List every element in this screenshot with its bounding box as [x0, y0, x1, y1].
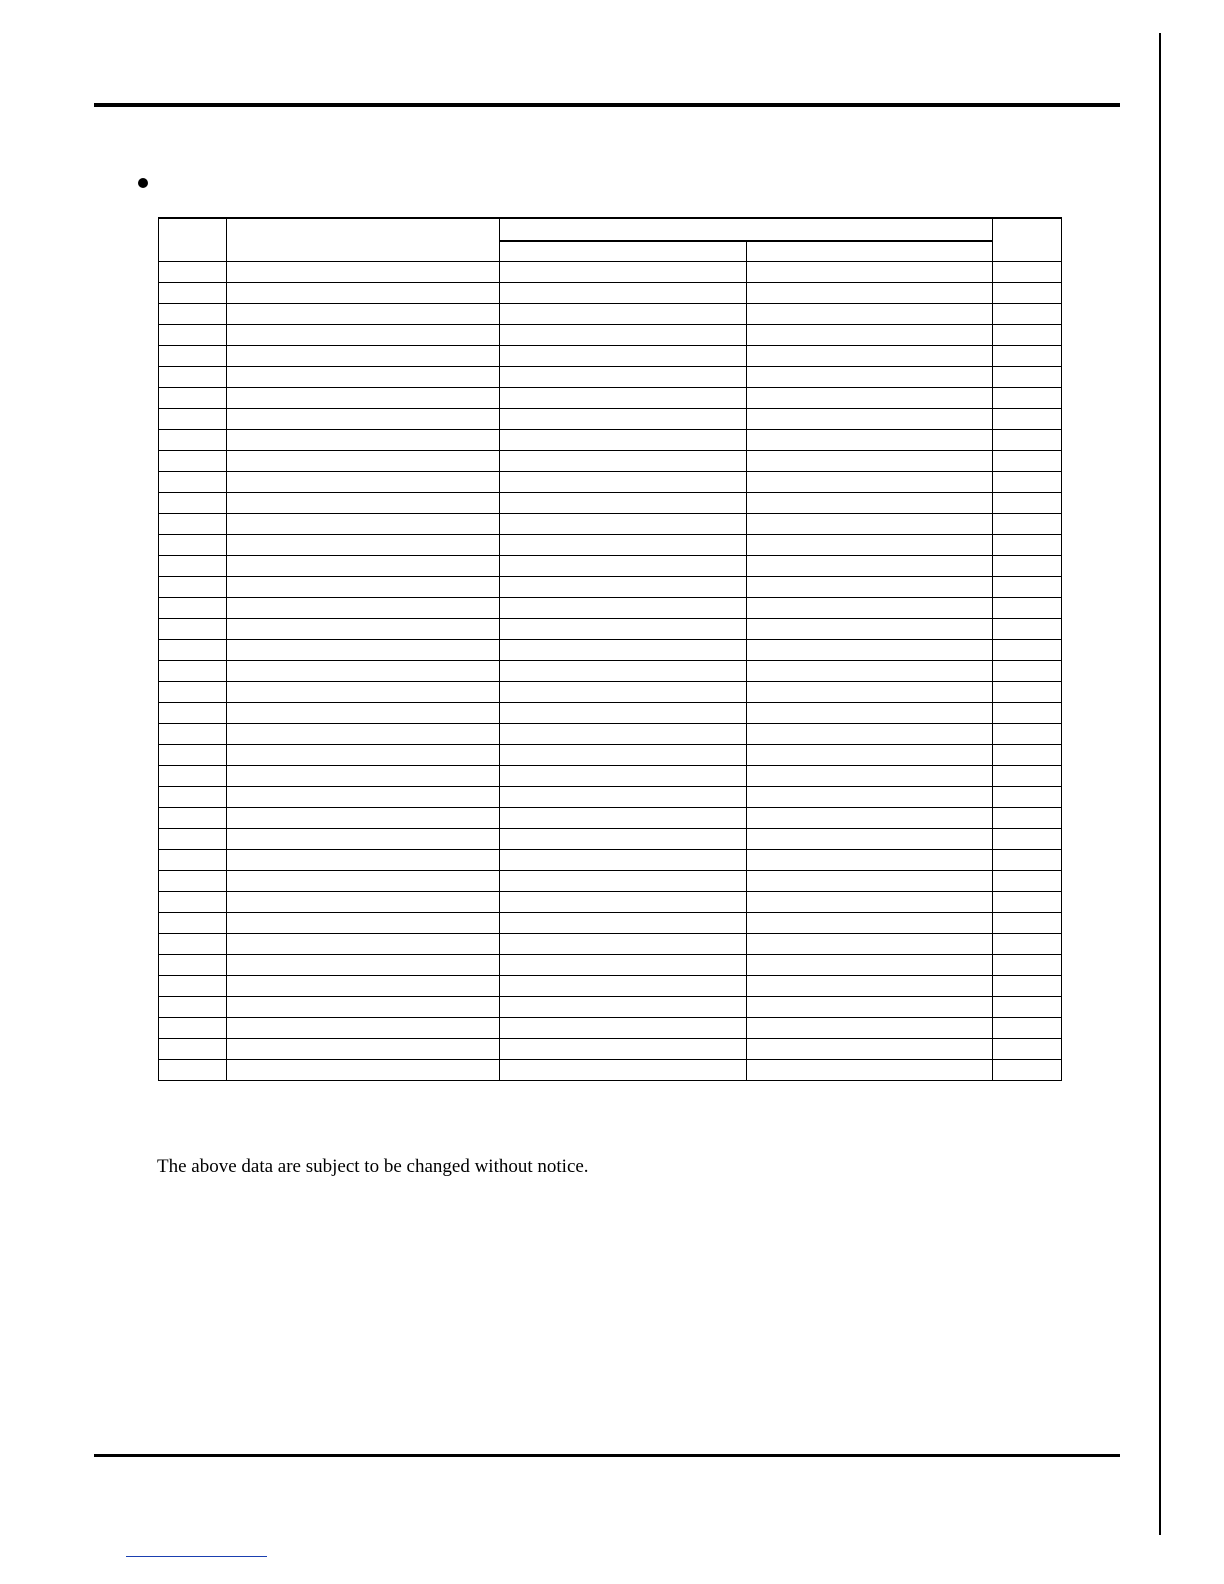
table-cell-unit: [993, 913, 1062, 934]
table-cell-unit: [993, 619, 1062, 640]
table-cell-no: [159, 871, 227, 892]
table-cell-vA: [500, 535, 747, 556]
table-cell-no: [159, 976, 227, 997]
table-cell-vA: [500, 304, 747, 325]
table-row: [159, 640, 1062, 661]
table-row: [159, 934, 1062, 955]
table-row: [159, 661, 1062, 682]
table-cell-vA: [500, 997, 747, 1018]
table-row: [159, 1018, 1062, 1039]
table-cell-vB: [746, 556, 993, 577]
table-cell-item: [227, 871, 500, 892]
table-cell-item: [227, 724, 500, 745]
table-cell-vB: [746, 829, 993, 850]
table-cell-unit: [993, 934, 1062, 955]
table-cell-unit: [993, 514, 1062, 535]
table-row: [159, 682, 1062, 703]
table-cell-no: [159, 304, 227, 325]
table-cell-vB: [746, 1039, 993, 1060]
table-cell-vB: [746, 304, 993, 325]
table-row: [159, 283, 1062, 304]
table-cell-vB: [746, 1060, 993, 1081]
table-cell-vA: [500, 871, 747, 892]
table-cell-vA: [500, 892, 747, 913]
table-cell-vB: [746, 661, 993, 682]
table-cell-vB: [746, 367, 993, 388]
table-row: [159, 451, 1062, 472]
table-cell-no: [159, 1018, 227, 1039]
table-cell-unit: [993, 388, 1062, 409]
disclaimer-note: The above data are subject to be changed without notice.: [157, 1156, 589, 1177]
table-row: [159, 367, 1062, 388]
table-cell-item: [227, 430, 500, 451]
table-cell-unit: [993, 955, 1062, 976]
table-cell-no: [159, 514, 227, 535]
table-cell-unit: [993, 745, 1062, 766]
table-cell-vB: [746, 325, 993, 346]
table-cell-item: [227, 976, 500, 997]
table-cell-vA: [500, 346, 747, 367]
table-row: [159, 325, 1062, 346]
table-row: [159, 598, 1062, 619]
table-cell-vA: [500, 934, 747, 955]
table-cell-vB: [746, 640, 993, 661]
table-cell-item: [227, 850, 500, 871]
header-item: [227, 218, 500, 262]
right-margin-line: [1159, 33, 1161, 1535]
table-cell-item: [227, 535, 500, 556]
table-row: [159, 766, 1062, 787]
table-cell-no: [159, 766, 227, 787]
footer-link-underline[interactable]: [126, 1556, 267, 1557]
header-value-group: [500, 218, 993, 241]
table-row: [159, 997, 1062, 1018]
table-cell-vB: [746, 808, 993, 829]
table-cell-no: [159, 346, 227, 367]
table-cell-unit: [993, 262, 1062, 283]
table-cell-item: [227, 661, 500, 682]
table-cell-item: [227, 640, 500, 661]
table-cell-vA: [500, 1060, 747, 1081]
table-cell-unit: [993, 1039, 1062, 1060]
table-cell-no: [159, 850, 227, 871]
table-cell-vB: [746, 997, 993, 1018]
table-cell-unit: [993, 829, 1062, 850]
table-cell-item: [227, 1018, 500, 1039]
table-row: [159, 787, 1062, 808]
table-cell-unit: [993, 850, 1062, 871]
table-cell-unit: [993, 682, 1062, 703]
table-cell-unit: [993, 577, 1062, 598]
table-cell-item: [227, 766, 500, 787]
table-row: [159, 871, 1062, 892]
table-cell-vA: [500, 808, 747, 829]
table-cell-no: [159, 787, 227, 808]
table-cell-item: [227, 934, 500, 955]
table-row: [159, 892, 1062, 913]
table-cell-item: [227, 493, 500, 514]
table-cell-vB: [746, 451, 993, 472]
table-cell-no: [159, 556, 227, 577]
table-cell-vB: [746, 1018, 993, 1039]
table-row: [159, 388, 1062, 409]
table-cell-no: [159, 934, 227, 955]
table-cell-item: [227, 556, 500, 577]
table-cell-vA: [500, 745, 747, 766]
table-cell-vA: [500, 493, 747, 514]
table-cell-unit: [993, 304, 1062, 325]
table-cell-vA: [500, 619, 747, 640]
table-cell-vB: [746, 514, 993, 535]
footer-rule: [94, 1454, 1120, 1457]
table-cell-vB: [746, 724, 993, 745]
table-row: [159, 955, 1062, 976]
table-cell-item: [227, 325, 500, 346]
table-cell-item: [227, 955, 500, 976]
table-row: [159, 724, 1062, 745]
table-cell-vB: [746, 766, 993, 787]
table-cell-vB: [746, 577, 993, 598]
table-row: [159, 976, 1062, 997]
table-row: [159, 829, 1062, 850]
table-cell-item: [227, 451, 500, 472]
table-row: [159, 703, 1062, 724]
table-cell-vA: [500, 325, 747, 346]
table-cell-item: [227, 304, 500, 325]
table-cell-item: [227, 514, 500, 535]
section-bullet-icon: [138, 178, 148, 188]
table-cell-item: [227, 997, 500, 1018]
table-cell-no: [159, 430, 227, 451]
table-row: [159, 619, 1062, 640]
table-cell-no: [159, 724, 227, 745]
table-cell-unit: [993, 1060, 1062, 1081]
table-cell-unit: [993, 724, 1062, 745]
table-row: [159, 808, 1062, 829]
table-cell-vB: [746, 871, 993, 892]
table-cell-vB: [746, 682, 993, 703]
table-cell-item: [227, 892, 500, 913]
table-row: [159, 493, 1062, 514]
table-cell-vB: [746, 472, 993, 493]
table-cell-vB: [746, 703, 993, 724]
table-cell-item: [227, 598, 500, 619]
table-cell-vA: [500, 577, 747, 598]
table-cell-vA: [500, 472, 747, 493]
table-cell-no: [159, 598, 227, 619]
table-row: [159, 262, 1062, 283]
table-cell-vA: [500, 451, 747, 472]
table-cell-item: [227, 808, 500, 829]
table-cell-item: [227, 703, 500, 724]
table-row: [159, 850, 1062, 871]
table-cell-no: [159, 472, 227, 493]
header-value-a: [500, 241, 747, 262]
header-value-b: [746, 241, 993, 262]
table-cell-unit: [993, 493, 1062, 514]
table-cell-no: [159, 367, 227, 388]
table-cell-no: [159, 535, 227, 556]
table-cell-vA: [500, 766, 747, 787]
table-cell-vA: [500, 430, 747, 451]
spec-table: [158, 217, 1062, 1081]
table-body: [159, 262, 1062, 1081]
table-row: [159, 577, 1062, 598]
table-cell-vA: [500, 640, 747, 661]
table-cell-unit: [993, 640, 1062, 661]
table-cell-vA: [500, 514, 747, 535]
table-cell-no: [159, 682, 227, 703]
table-cell-vA: [500, 367, 747, 388]
table-cell-vB: [746, 850, 993, 871]
table-cell-vB: [746, 955, 993, 976]
table-row: [159, 556, 1062, 577]
table-cell-vB: [746, 346, 993, 367]
table-cell-vA: [500, 703, 747, 724]
table-cell-unit: [993, 325, 1062, 346]
table-cell-vB: [746, 934, 993, 955]
table-cell-unit: [993, 451, 1062, 472]
table-cell-vA: [500, 388, 747, 409]
table-cell-vA: [500, 724, 747, 745]
table-cell-unit: [993, 703, 1062, 724]
table-cell-item: [227, 682, 500, 703]
table-cell-vA: [500, 787, 747, 808]
table-cell-unit: [993, 766, 1062, 787]
table-cell-unit: [993, 598, 1062, 619]
table-row: [159, 1060, 1062, 1081]
table-cell-vB: [746, 787, 993, 808]
table-cell-unit: [993, 871, 1062, 892]
table-cell-unit: [993, 976, 1062, 997]
table-cell-no: [159, 409, 227, 430]
header-unit: [993, 218, 1062, 262]
table-cell-vA: [500, 955, 747, 976]
table-cell-vA: [500, 682, 747, 703]
table-cell-unit: [993, 283, 1062, 304]
table-cell-vB: [746, 745, 993, 766]
table-cell-item: [227, 283, 500, 304]
table-cell-vB: [746, 262, 993, 283]
table-cell-no: [159, 892, 227, 913]
table-cell-vB: [746, 283, 993, 304]
table-cell-no: [159, 955, 227, 976]
table-cell-vB: [746, 535, 993, 556]
table-cell-vA: [500, 661, 747, 682]
table-cell-unit: [993, 367, 1062, 388]
table-cell-no: [159, 493, 227, 514]
table-cell-vB: [746, 892, 993, 913]
table-cell-item: [227, 619, 500, 640]
table-cell-vA: [500, 829, 747, 850]
table-cell-no: [159, 619, 227, 640]
table-cell-unit: [993, 661, 1062, 682]
table-cell-vB: [746, 619, 993, 640]
table-cell-unit: [993, 1018, 1062, 1039]
table-cell-no: [159, 283, 227, 304]
table-cell-no: [159, 640, 227, 661]
table-cell-no: [159, 997, 227, 1018]
table-cell-vB: [746, 493, 993, 514]
table-cell-item: [227, 388, 500, 409]
table-row: [159, 430, 1062, 451]
table-cell-no: [159, 1060, 227, 1081]
table-cell-item: [227, 1060, 500, 1081]
table-cell-vB: [746, 409, 993, 430]
table-cell-vA: [500, 913, 747, 934]
header-rule: [94, 103, 1120, 107]
table-cell-no: [159, 808, 227, 829]
table-cell-no: [159, 661, 227, 682]
table-cell-item: [227, 913, 500, 934]
table-cell-item: [227, 829, 500, 850]
table-cell-vA: [500, 1018, 747, 1039]
table-cell-no: [159, 913, 227, 934]
table-row: [159, 304, 1062, 325]
table-row: [159, 514, 1062, 535]
header-no: [159, 218, 227, 262]
table-cell-vB: [746, 388, 993, 409]
table-cell-item: [227, 367, 500, 388]
table-cell-unit: [993, 472, 1062, 493]
table-row: [159, 745, 1062, 766]
table-cell-unit: [993, 808, 1062, 829]
table-row: [159, 472, 1062, 493]
table-cell-no: [159, 577, 227, 598]
table-cell-item: [227, 262, 500, 283]
table-cell-item: [227, 1039, 500, 1060]
table-cell-vB: [746, 430, 993, 451]
table-cell-no: [159, 703, 227, 724]
table-cell-vA: [500, 409, 747, 430]
table-cell-vA: [500, 976, 747, 997]
table-cell-vA: [500, 283, 747, 304]
table-cell-no: [159, 829, 227, 850]
table-row: [159, 535, 1062, 556]
table-cell-vB: [746, 976, 993, 997]
table-row: [159, 913, 1062, 934]
table-cell-vB: [746, 913, 993, 934]
table-cell-unit: [993, 409, 1062, 430]
table-cell-unit: [993, 997, 1062, 1018]
table-cell-vA: [500, 262, 747, 283]
table-cell-unit: [993, 556, 1062, 577]
table-cell-item: [227, 472, 500, 493]
table-cell-vA: [500, 1039, 747, 1060]
table-cell-item: [227, 409, 500, 430]
table-cell-item: [227, 787, 500, 808]
table-cell-item: [227, 745, 500, 766]
table-cell-vA: [500, 556, 747, 577]
table-cell-unit: [993, 535, 1062, 556]
table-cell-item: [227, 577, 500, 598]
table-cell-unit: [993, 346, 1062, 367]
table-cell-no: [159, 262, 227, 283]
table-cell-unit: [993, 787, 1062, 808]
table-cell-no: [159, 451, 227, 472]
table-cell-no: [159, 388, 227, 409]
table-row: [159, 346, 1062, 367]
table-cell-item: [227, 346, 500, 367]
table-cell-vA: [500, 850, 747, 871]
table-cell-vA: [500, 598, 747, 619]
table-header-row: [159, 218, 1062, 241]
table-cell-unit: [993, 892, 1062, 913]
table-cell-no: [159, 745, 227, 766]
table-cell-unit: [993, 430, 1062, 451]
table-cell-no: [159, 1039, 227, 1060]
table-row: [159, 1039, 1062, 1060]
table-cell-no: [159, 325, 227, 346]
table-row: [159, 409, 1062, 430]
table-cell-vB: [746, 598, 993, 619]
